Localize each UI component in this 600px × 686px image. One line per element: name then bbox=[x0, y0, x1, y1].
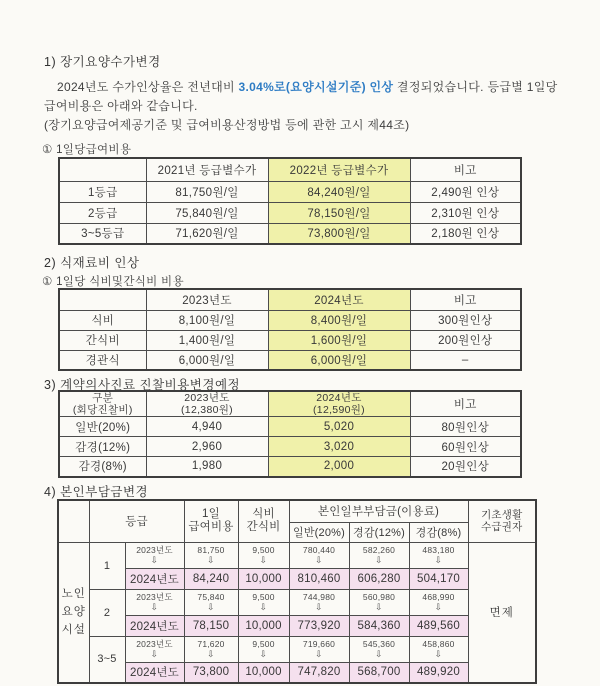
down-arrow-icon: ⇩ bbox=[315, 649, 323, 659]
t1-r2-remark: 2,180원 인상 bbox=[410, 223, 521, 244]
t2-r2-2024: 6,000원/일 bbox=[268, 350, 410, 370]
section1-sublabel: ① 1일당급여비용 bbox=[42, 144, 132, 156]
t4-g2-2024-meal: 10,000 bbox=[238, 615, 289, 636]
down-arrow-icon: ⇩ bbox=[150, 649, 159, 659]
t3-r2-remark: 20원인상 bbox=[410, 457, 521, 477]
table-row bbox=[58, 568, 536, 589]
t3-r1-2023: 2,960 bbox=[146, 437, 268, 457]
t3-r0-2024: 5,020 bbox=[268, 417, 410, 437]
t4-g3-2024-reduced8: 489,920 bbox=[409, 662, 468, 683]
t4-header-meal-cost bbox=[238, 500, 289, 542]
t4-facility-l2: 요양 bbox=[61, 606, 86, 619]
table-row bbox=[59, 181, 521, 202]
down-arrow-icon: ⇩ bbox=[375, 649, 383, 659]
t4-g3-2023-general: 719,660 ⇩ bbox=[289, 636, 349, 662]
section3-title: 3) 계약의사진료 진찰비용변경예정 bbox=[44, 378, 241, 392]
t4-g1-2023-meal: 9,500 ⇩ bbox=[238, 542, 289, 568]
t4-g1-2023-daily: 81,750 ⇩ bbox=[184, 542, 238, 568]
t3-header-category-l2: (회당진찰비) bbox=[72, 404, 133, 416]
table-row bbox=[59, 202, 521, 223]
down-arrow-icon: ⇩ bbox=[375, 555, 383, 565]
table-row bbox=[58, 662, 536, 683]
t4-g2-2023-meal: 9,500 ⇩ bbox=[238, 589, 289, 615]
t4-facility-label bbox=[58, 542, 89, 683]
t1-r1-2022: 78,150원/일 bbox=[268, 202, 410, 223]
para-text-post: 결정되었습니다. 등급별 1일당 급여비용은 아래와 같습니다. bbox=[44, 80, 558, 113]
t4-g1-2024-meal: 10,000 bbox=[238, 568, 289, 589]
t1-header-2021: 2021년 등급별수가 bbox=[146, 158, 268, 181]
t4-g2-2024-reduced8: 489,560 bbox=[409, 615, 468, 636]
table-doctor-exam-cost bbox=[58, 390, 522, 478]
t4-g3-2023-reduced8: 458,860 ⇩ bbox=[409, 636, 468, 662]
t4-g1-2024-year: 2024년도 bbox=[125, 568, 184, 589]
t3-r0-category: 일반(20%) bbox=[59, 417, 146, 437]
t3-r2-category: 감경(8%) bbox=[59, 457, 146, 477]
t4-g3-2023-meal: 9,500 ⇩ bbox=[238, 636, 289, 662]
t3-r2-2024: 2,000 bbox=[268, 457, 410, 477]
t3-header-category bbox=[59, 391, 146, 417]
section2-title: 2) 식재료비 인상 bbox=[44, 256, 140, 270]
t4-header-reduced8: 경감(8%) bbox=[409, 522, 468, 542]
t3-header-2024-l1: 2024년도 bbox=[316, 392, 362, 404]
t3-header-2023-l1: 2023년도 bbox=[184, 392, 230, 404]
section1-title: 1) 장기요양수가변경 bbox=[44, 55, 161, 69]
t2-r0-item: 식비 bbox=[59, 310, 146, 330]
t4-g1-2024-daily: 84,240 bbox=[184, 568, 238, 589]
t3-r1-category: 감경(12%) bbox=[59, 437, 146, 457]
t4-header-basic-l2: 수급권자 bbox=[481, 521, 523, 534]
t2-header-2023: 2023년도 bbox=[146, 289, 268, 310]
t4-g2-2023-reduced8: 468,990 ⇩ bbox=[409, 589, 468, 615]
t4-grade-2: 2 bbox=[89, 589, 125, 636]
t4-facility-l3: 시설 bbox=[61, 624, 86, 637]
t2-r1-2024: 1,600원/일 bbox=[268, 330, 410, 350]
table-row bbox=[59, 223, 521, 244]
t1-r0-grade: 1등급 bbox=[59, 181, 146, 202]
down-arrow-icon: ⇩ bbox=[315, 555, 323, 565]
table-copayment-change bbox=[57, 499, 537, 684]
t4-g3-2023-daily: 71,620 ⇩ bbox=[184, 636, 238, 662]
table-row bbox=[58, 636, 536, 662]
t1-header-2022: 2022년 등급별수가 bbox=[268, 158, 410, 181]
t4-exempt-cell: 면제 bbox=[468, 542, 536, 683]
t4-header-basic-l1: 기초생활 bbox=[481, 509, 523, 522]
down-arrow-icon: ⇩ bbox=[150, 555, 159, 565]
t1-r1-2021: 75,840원/일 bbox=[146, 202, 268, 223]
table-meal-cost bbox=[58, 288, 522, 371]
section2-sublabel: ① 1일당 식비및간식비 비용 bbox=[42, 276, 184, 288]
t4-g3-2024-reduced12: 568,700 bbox=[349, 662, 409, 683]
t4-g1-2023-general: 780,440 ⇩ bbox=[289, 542, 349, 568]
down-arrow-icon: ⇩ bbox=[259, 602, 268, 612]
t1-r1-grade: 2등급 bbox=[59, 202, 146, 223]
table-row bbox=[58, 589, 536, 615]
table-row bbox=[59, 437, 521, 457]
t3-header-2024-l2: (12,590원) bbox=[313, 404, 365, 416]
t3-header-category-l1: 구분 bbox=[92, 392, 114, 404]
t4-g1-2024-reduced12: 606,280 bbox=[349, 568, 409, 589]
t4-grade-3-5: 3~5 bbox=[89, 636, 125, 683]
t2-corner-blank bbox=[59, 289, 146, 310]
t4-g3-2023-year: 2023년도 ⇩ bbox=[125, 636, 184, 662]
t1-corner-blank bbox=[59, 158, 146, 181]
section4-title: 4) 본인부담금변경 bbox=[44, 485, 149, 499]
down-arrow-icon: ⇩ bbox=[259, 555, 268, 565]
t4-header-copay-group: 본인일부부담금(이용료) bbox=[289, 500, 468, 522]
t4-g2-2024-general: 773,920 bbox=[289, 615, 349, 636]
down-arrow-icon: ⇩ bbox=[434, 602, 443, 612]
t1-r0-2021: 81,750원/일 bbox=[146, 181, 268, 202]
table-row bbox=[59, 417, 521, 437]
para-text-pre: 2024년도 수가인상율은 전년대비 bbox=[57, 80, 239, 94]
t4-g2-2024-year: 2024년도 bbox=[125, 615, 184, 636]
t4-g1-2023-reduced8: 483,180 ⇩ bbox=[409, 542, 468, 568]
t2-r2-remark: – bbox=[410, 350, 521, 370]
t4-g2-2023-reduced12: 560,980 ⇩ bbox=[349, 589, 409, 615]
t3-header-2024 bbox=[268, 391, 410, 417]
t4-g1-2024-reduced8: 504,170 bbox=[409, 568, 468, 589]
t3-header-2023 bbox=[146, 391, 268, 417]
t4-facility-l1: 노인 bbox=[61, 588, 86, 601]
t2-r2-item: 경관식 bbox=[59, 350, 146, 370]
table-row bbox=[58, 615, 536, 636]
table-row bbox=[58, 542, 536, 568]
t4-g1-2024-general: 810,460 bbox=[289, 568, 349, 589]
t4-header-meal-l1: 식비 bbox=[252, 508, 275, 521]
t3-r1-2024: 3,020 bbox=[268, 437, 410, 457]
t4-g2-2024-reduced12: 584,360 bbox=[349, 615, 409, 636]
t4-g3-2024-year: 2024년도 bbox=[125, 662, 184, 683]
t3-r2-2023: 1,980 bbox=[146, 457, 268, 477]
section1-note: (장기요양급여제공기준 및 급여비용산정방법 등에 관한 고시 제44조) bbox=[44, 118, 410, 132]
down-arrow-icon: ⇩ bbox=[434, 649, 443, 659]
t4-header-basic-livelihood bbox=[468, 500, 536, 542]
t1-r2-2021: 71,620원/일 bbox=[146, 223, 268, 244]
t2-r1-item: 간식비 bbox=[59, 330, 146, 350]
t4-header-daily-cost bbox=[184, 500, 238, 542]
t4-g3-2023-reduced12: 545,360 ⇩ bbox=[349, 636, 409, 662]
down-arrow-icon: ⇩ bbox=[315, 602, 323, 612]
t4-g2-2023-daily: 75,840 ⇩ bbox=[184, 589, 238, 615]
t1-r0-2022: 84,240원/일 bbox=[268, 181, 410, 202]
t4-g3-2024-general: 747,820 bbox=[289, 662, 349, 683]
t4-g1-2023-year: 2023년도 ⇩ bbox=[125, 542, 184, 568]
t1-r2-grade: 3~5등급 bbox=[59, 223, 146, 244]
t1-r1-remark: 2,310원 인상 bbox=[410, 202, 521, 223]
down-arrow-icon: ⇩ bbox=[375, 602, 383, 612]
table-row bbox=[59, 350, 521, 370]
t4-g1-2023-reduced12: 582,260 ⇩ bbox=[349, 542, 409, 568]
t4-header-grade: 등급 bbox=[89, 500, 184, 542]
t4-header-general20: 일반(20%) bbox=[289, 522, 349, 542]
t3-r0-2023: 4,940 bbox=[146, 417, 268, 437]
t4-header-reduced12: 경감(12%) bbox=[349, 522, 409, 542]
t2-r0-2024: 8,400원/일 bbox=[268, 310, 410, 330]
t3-r0-remark: 80원인상 bbox=[410, 417, 521, 437]
t4-header-daily-l2: 급여비용 bbox=[188, 521, 234, 534]
para-text-highlight-blue: 3.04%로(요양시설기준) 인상 bbox=[238, 80, 394, 94]
t2-r1-remark: 200원인상 bbox=[410, 330, 521, 350]
down-arrow-icon: ⇩ bbox=[207, 602, 215, 612]
table-row bbox=[59, 310, 521, 330]
t4-g3-2024-meal: 10,000 bbox=[238, 662, 289, 683]
table-daily-benefit-cost bbox=[58, 157, 522, 245]
t4-grade-1: 1 bbox=[89, 542, 125, 589]
down-arrow-icon: ⇩ bbox=[150, 602, 159, 612]
t2-r1-2023: 1,400원/일 bbox=[146, 330, 268, 350]
t4-g2-2024-daily: 78,150 bbox=[184, 615, 238, 636]
t1-header-remark: 비고 bbox=[410, 158, 521, 181]
t4-corner-blank bbox=[58, 500, 89, 542]
table-row bbox=[59, 457, 521, 477]
section1-paragraph bbox=[44, 78, 562, 116]
t2-r0-remark: 300원인상 bbox=[410, 310, 521, 330]
t2-header-2024: 2024년도 bbox=[268, 289, 410, 310]
t1-r0-remark: 2,490원 인상 bbox=[410, 181, 521, 202]
down-arrow-icon: ⇩ bbox=[207, 649, 215, 659]
t4-header-daily-l1: 1일 bbox=[202, 508, 220, 521]
t4-g2-2023-general: 744,980 ⇩ bbox=[289, 589, 349, 615]
t4-g3-2024-daily: 73,800 bbox=[184, 662, 238, 683]
t3-header-2023-l2: (12,380원) bbox=[181, 404, 233, 416]
t2-header-remark: 비고 bbox=[410, 289, 521, 310]
t1-r2-2022: 73,800원/일 bbox=[268, 223, 410, 244]
down-arrow-icon: ⇩ bbox=[207, 555, 215, 565]
table-row bbox=[59, 330, 521, 350]
t2-r0-2023: 8,100원/일 bbox=[146, 310, 268, 330]
down-arrow-icon: ⇩ bbox=[434, 555, 443, 565]
t3-r1-remark: 60원인상 bbox=[410, 437, 521, 457]
down-arrow-icon: ⇩ bbox=[259, 649, 268, 659]
t4-g2-2023-year: 2023년도 ⇩ bbox=[125, 589, 184, 615]
t3-header-remark: 비고 bbox=[410, 391, 521, 417]
t4-header-meal-l2: 간식비 bbox=[246, 521, 281, 534]
t2-r2-2023: 6,000원/일 bbox=[146, 350, 268, 370]
